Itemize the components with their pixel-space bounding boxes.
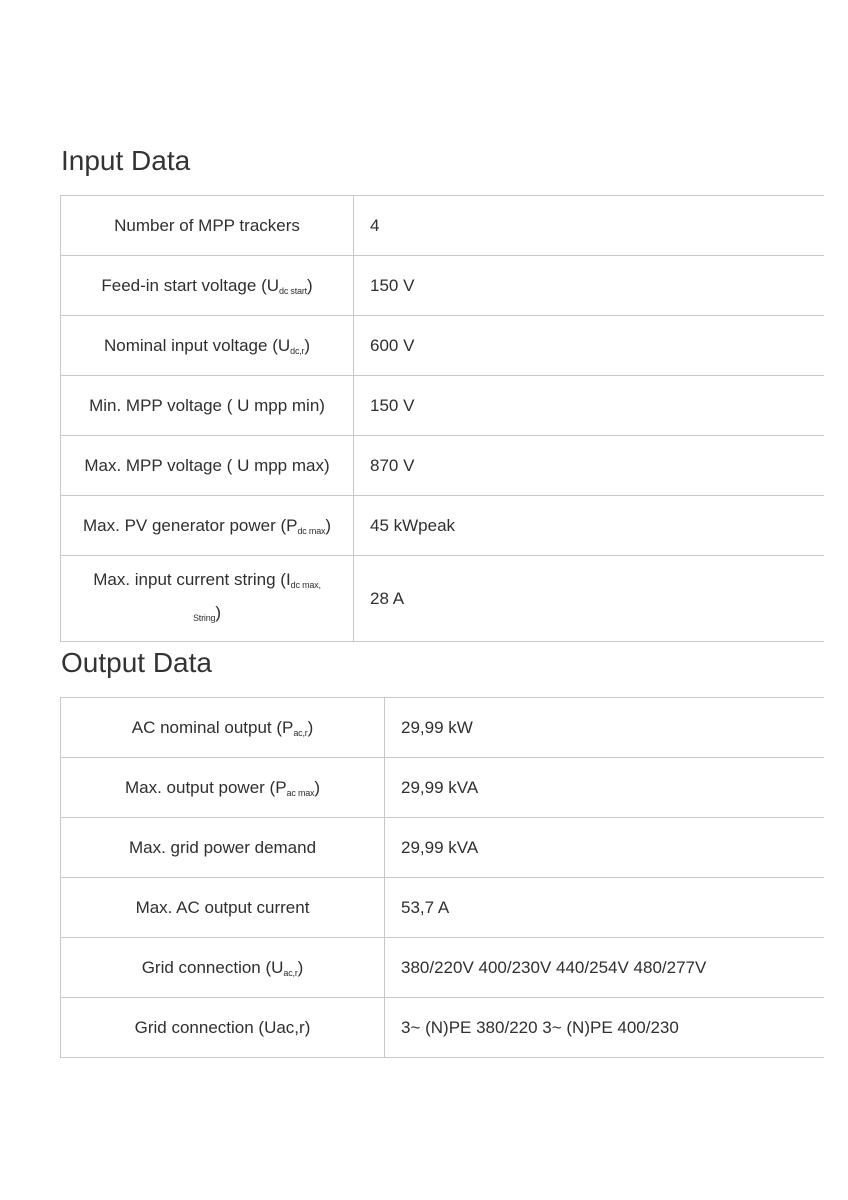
- spec-value: 29,99 kVA: [385, 758, 825, 818]
- spec-value: 600 V: [354, 316, 825, 376]
- output-data-table: [60, 697, 824, 1058]
- spec-label: Grid connection $(U_{ac,r})$: [61, 938, 385, 998]
- spec-label: AC nominal output $(P_{ac,r})$: [61, 698, 385, 758]
- table-row: [61, 698, 825, 758]
- table-row: [61, 316, 825, 376]
- subscript: dc start: [279, 285, 307, 296]
- output-data-heading: Output Data: [61, 647, 212, 678]
- spec-label: Max. output power $(P_{ac max})$: [61, 758, 385, 818]
- spec-label: Max. grid power demand: [61, 818, 385, 878]
- table-row: [61, 938, 825, 998]
- spec-label: Max. PV generator power $(P_{dc max})$: [61, 496, 354, 556]
- input-data-heading: Input Data: [61, 145, 191, 176]
- table-row: [61, 758, 825, 818]
- table-row: [61, 436, 825, 496]
- spec-label: Number of MPP trackers: [61, 196, 354, 256]
- spec-value: 150 V: [354, 376, 825, 436]
- spec-label: Feed-in start voltage $(U_{dc start})$: [61, 256, 354, 316]
- spec-label: Max. input current string ($I_{dc max,}$ $_{String}$): [61, 556, 354, 642]
- subscript: dc max,: [290, 579, 321, 590]
- spec-value: 29,99 kVA: [385, 818, 825, 878]
- spec-value: 29,99 kW: [385, 698, 825, 758]
- spec-value: 150 V: [354, 256, 825, 316]
- spec-value: 45 kWpeak: [354, 496, 825, 556]
- table-row: [61, 196, 825, 256]
- spec-value: 380/220V 400/230V 440/254V 480/277V: [385, 938, 825, 998]
- table-row: [61, 256, 825, 316]
- subscript: ac,r: [283, 967, 298, 978]
- table-row: [61, 496, 825, 556]
- subscript: dc max: [297, 525, 326, 536]
- table-row: [61, 556, 825, 642]
- spec-label: Grid connection (Uac,r): [61, 998, 385, 1058]
- spec-label: Min. MPP voltage ( U mpp min): [61, 376, 354, 436]
- table-row: [61, 998, 825, 1058]
- spec-value: 28 A: [354, 556, 825, 642]
- input-data-table: [60, 195, 824, 642]
- subscript: ac,r: [293, 727, 308, 738]
- subscript: String: [193, 612, 216, 623]
- spec-value: 4: [354, 196, 825, 256]
- table-row: [61, 376, 825, 436]
- subscript: dc,r: [290, 345, 305, 356]
- spec-label: Max. MPP voltage ( U mpp max): [61, 436, 354, 496]
- spec-value: 53,7 A: [385, 878, 825, 938]
- spec-value: 3~ (N)PE 380/220 3~ (N)PE 400/230: [385, 998, 825, 1058]
- subscript: ac max: [286, 787, 315, 798]
- table-row: [61, 818, 825, 878]
- spec-label: Max. AC output current: [61, 878, 385, 938]
- spec-value: 870 V: [354, 436, 825, 496]
- spec-label: Nominal input voltage $(U_{dc,r})$: [61, 316, 354, 376]
- table-row: [61, 878, 825, 938]
